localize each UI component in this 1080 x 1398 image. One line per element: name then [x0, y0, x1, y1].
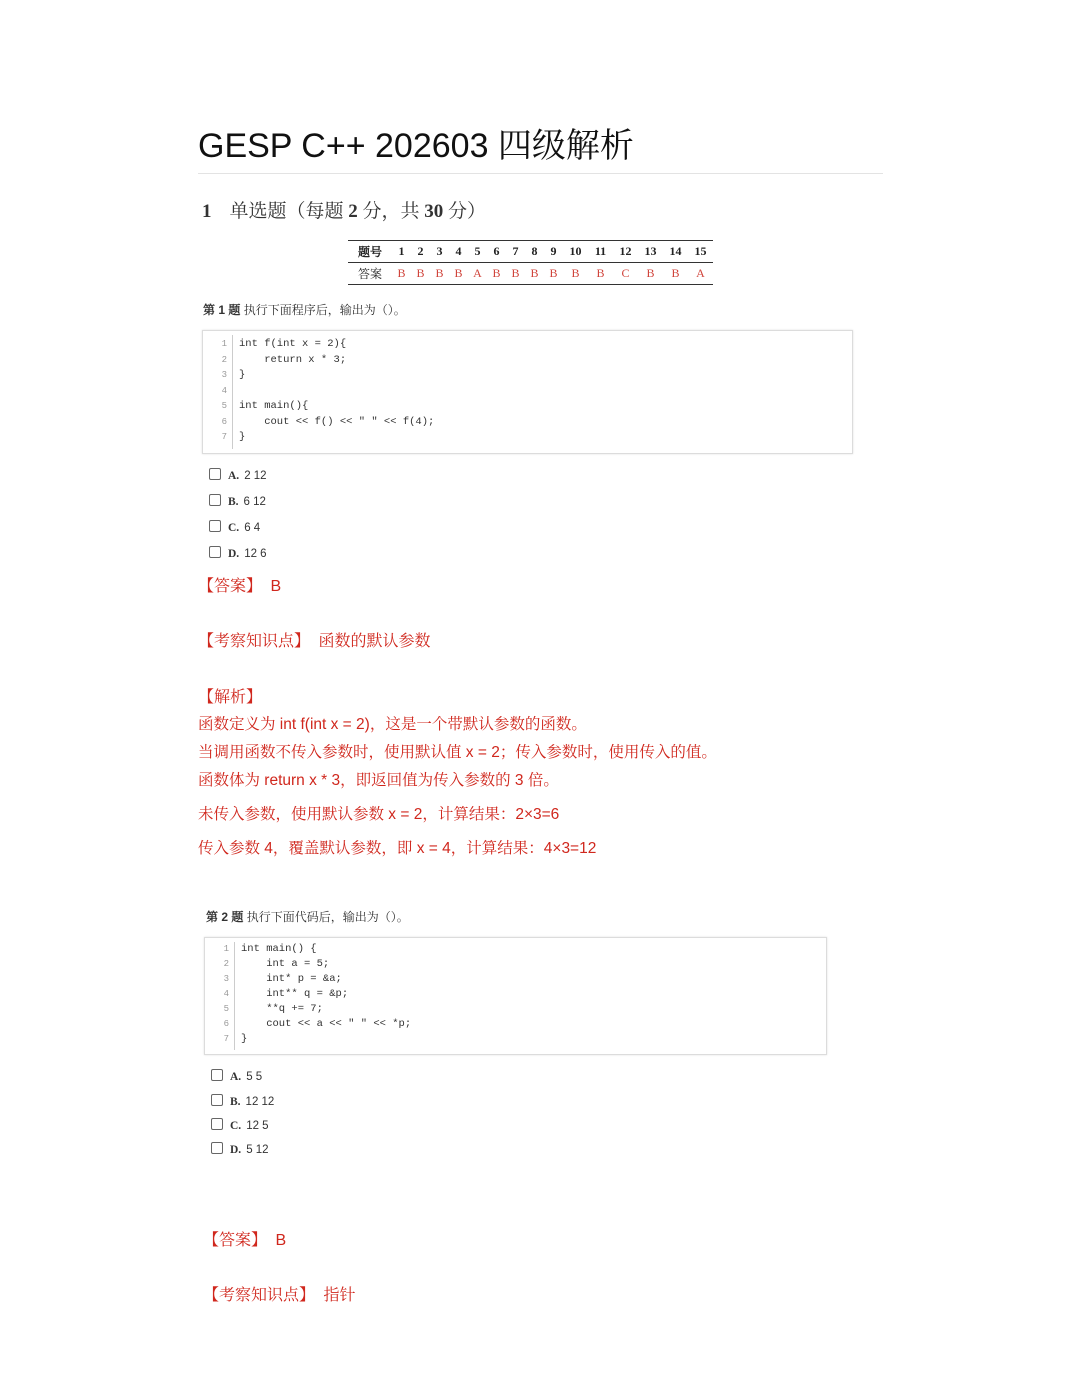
line-number: 4 — [223, 989, 229, 999]
q2-knowledge-point — [203, 1282, 355, 1305]
option-letter: D. — [230, 1144, 242, 1156]
answer-cell: B — [454, 266, 463, 280]
checkbox-icon[interactable] — [209, 546, 221, 558]
question-number-cell: 1 — [392, 241, 411, 263]
code-line — [207, 1002, 826, 1017]
question-number-cell: 6 — [487, 241, 506, 263]
q1-option-a[interactable] — [209, 468, 267, 482]
code-line — [205, 384, 852, 400]
q2-prompt-text: 执行下面代码后，输出为（）。 — [246, 910, 409, 924]
line-number: 7 — [223, 1034, 229, 1044]
code-line — [205, 353, 852, 369]
section-label: 单选题（每题 — [229, 201, 344, 222]
section-suffix: 分） — [448, 201, 487, 222]
q1-analysis-label: 【解析】 — [198, 689, 263, 706]
question-number-cell: 11 — [588, 241, 613, 263]
answer-key-table — [348, 240, 713, 285]
q2-answer-value: B — [275, 1232, 287, 1249]
code-text: int* p = &a; — [241, 973, 342, 985]
q1-knowledge-value: 函数的默认参数 — [318, 633, 431, 650]
code-line — [205, 415, 852, 431]
line-number: 1 — [221, 339, 227, 349]
q2-prompt — [206, 908, 409, 925]
q1-prompt — [203, 301, 406, 318]
option-text: 12 6 — [244, 548, 267, 560]
checkbox-icon[interactable] — [211, 1094, 223, 1106]
code-text: int main() { — [241, 943, 317, 955]
line-number: 5 — [221, 401, 227, 411]
q1-analysis-line: 函数体为 return x * 3，即返回值为传入参数的 3 倍。 — [198, 772, 559, 789]
answer-table-answer-row — [348, 263, 713, 285]
code-text: } — [241, 1033, 248, 1045]
checkbox-icon[interactable] — [211, 1118, 223, 1130]
option-letter: D. — [228, 548, 240, 560]
question-number-cell: 7 — [506, 241, 525, 263]
option-text: 12 5 — [246, 1120, 269, 1132]
code-line — [207, 972, 826, 987]
q1-answer-label: 【答案】 — [198, 578, 263, 595]
question-number-cell: 9 — [544, 241, 563, 263]
q1-label: 第 1 题 — [203, 303, 241, 317]
code-text: int f(int x = 2){ — [239, 338, 347, 350]
q2-option-d[interactable] — [211, 1142, 269, 1156]
q1-knowledge-label: 【考察知识点】 — [198, 633, 311, 650]
question-number-cell: 5 — [468, 241, 487, 263]
option-text: 6 12 — [243, 496, 266, 508]
answer-table-number-row — [348, 241, 713, 263]
question-number-cell: 14 — [663, 241, 688, 263]
answer-cell: B — [435, 266, 444, 280]
option-letter: C. — [230, 1120, 242, 1132]
q1-answer — [198, 573, 281, 596]
answer-cell: B — [511, 266, 520, 280]
answer-cell: B — [397, 266, 406, 280]
code-text: return x * 3; — [239, 353, 347, 366]
checkbox-icon[interactable] — [209, 468, 221, 480]
section-total: 30 — [424, 201, 444, 222]
q1-prompt-text: 执行下面程序后，输出为（）。 — [243, 303, 406, 317]
q1-analysis-line: 当调用函数不传入参数时，使用默认值 x = 2；传入参数时，使用传入的值。 — [198, 744, 717, 761]
answer-cell: C — [621, 266, 630, 280]
question-number-cell: 8 — [525, 241, 544, 263]
q1-option-d[interactable] — [209, 546, 267, 560]
question-number-cell: 13 — [638, 241, 663, 263]
q1-analysis-line: 未传入参数，使用默认参数 x = 2，计算结果：2×3=6 — [198, 806, 560, 823]
line-number: 5 — [223, 1004, 229, 1014]
q2-answer — [203, 1227, 286, 1250]
answer-cell: B — [492, 266, 501, 280]
option-text: 6 4 — [244, 522, 261, 534]
q1-knowledge-point — [198, 628, 430, 651]
code-text: int a = 5; — [241, 958, 330, 970]
title-divider — [198, 173, 883, 174]
line-number: 1 — [223, 944, 229, 954]
line-number: 2 — [223, 959, 229, 969]
q2-code-block — [204, 937, 827, 1055]
answer-cell: B — [596, 266, 605, 280]
section-number: 1 — [202, 201, 212, 222]
answer-table-number-header: 题号 — [348, 241, 392, 263]
option-letter: B. — [228, 496, 239, 508]
question-number-cell: 3 — [430, 241, 449, 263]
option-letter: C. — [228, 522, 240, 534]
code-line — [207, 987, 826, 1002]
q2-option-a[interactable] — [211, 1069, 262, 1083]
code-line — [205, 368, 852, 384]
line-number: 3 — [221, 370, 227, 380]
checkbox-icon[interactable] — [209, 520, 221, 532]
answer-cell: B — [571, 266, 580, 280]
answer-table-answer-header: 答案 — [357, 267, 382, 281]
checkbox-icon[interactable] — [209, 494, 221, 506]
question-number-cell: 15 — [688, 241, 713, 263]
answer-cell: B — [549, 266, 558, 280]
document-title: GESP C++ 202603 四级解析 — [198, 127, 634, 165]
code-line — [207, 957, 826, 972]
q1-analysis-line: 传入参数 4，覆盖默认参数，即 x = 4，计算结果：4×3=12 — [198, 840, 597, 857]
code-line — [205, 399, 852, 415]
line-number: 4 — [221, 385, 227, 396]
code-line — [207, 1032, 826, 1047]
option-text: 2 12 — [244, 470, 267, 482]
code-line — [207, 1017, 826, 1032]
q2-knowledge-value: 指针 — [323, 1287, 356, 1304]
code-text: int main(){ — [239, 400, 309, 412]
answer-cell: B — [530, 266, 539, 280]
q1-option-b[interactable] — [209, 494, 266, 508]
option-text: 5 12 — [246, 1144, 269, 1156]
code-line — [205, 337, 852, 353]
code-text: } — [239, 369, 246, 381]
question-number-cell: 2 — [411, 241, 430, 263]
code-line — [205, 430, 852, 446]
q2-option-b[interactable] — [211, 1094, 274, 1108]
code-text: **q += 7; — [241, 1003, 323, 1015]
checkbox-icon[interactable] — [211, 1069, 223, 1081]
answer-cell: B — [416, 266, 425, 280]
option-letter: B. — [230, 1096, 241, 1108]
line-number: 6 — [221, 416, 227, 427]
code-text: } — [239, 431, 246, 443]
q1-code-block — [202, 330, 853, 454]
q1-analysis-line: 函数定义为 int f(int x = 2)，这是一个带默认参数的函数。 — [198, 716, 587, 733]
q2-label: 第 2 题 — [206, 910, 244, 924]
q2-knowledge-label: 【考察知识点】 — [203, 1287, 316, 1304]
section-points: 2 — [348, 201, 358, 222]
section-heading — [202, 196, 486, 223]
code-text: cout << a << " " << *p; — [241, 1018, 412, 1030]
line-number: 6 — [223, 1019, 229, 1029]
q2-answer-label: 【答案】 — [203, 1232, 268, 1249]
code-text: int** q = &p; — [241, 988, 349, 1000]
answer-cell: B — [646, 266, 655, 280]
answer-cell: A — [696, 266, 705, 280]
q1-option-c[interactable] — [209, 520, 260, 534]
question-number-cell: 4 — [449, 241, 468, 263]
option-text: 5 5 — [246, 1071, 263, 1083]
question-number-cell: 10 — [563, 241, 588, 263]
code-line — [207, 942, 826, 957]
option-letter: A. — [228, 470, 240, 482]
question-number-cell: 12 — [613, 241, 638, 263]
option-text: 12 12 — [245, 1096, 275, 1108]
option-letter: A. — [230, 1071, 242, 1083]
q1-answer-value: B — [270, 578, 282, 595]
line-number: 7 — [221, 432, 227, 442]
section-mid: 分，共 — [362, 201, 420, 222]
line-number: 2 — [221, 354, 227, 365]
line-number: 3 — [223, 974, 229, 984]
code-text: cout << f() << " " << f(4); — [239, 415, 435, 428]
answer-cell: B — [671, 266, 680, 280]
checkbox-icon[interactable] — [211, 1142, 223, 1154]
q2-option-c[interactable] — [211, 1118, 269, 1132]
answer-cell: A — [473, 266, 482, 280]
